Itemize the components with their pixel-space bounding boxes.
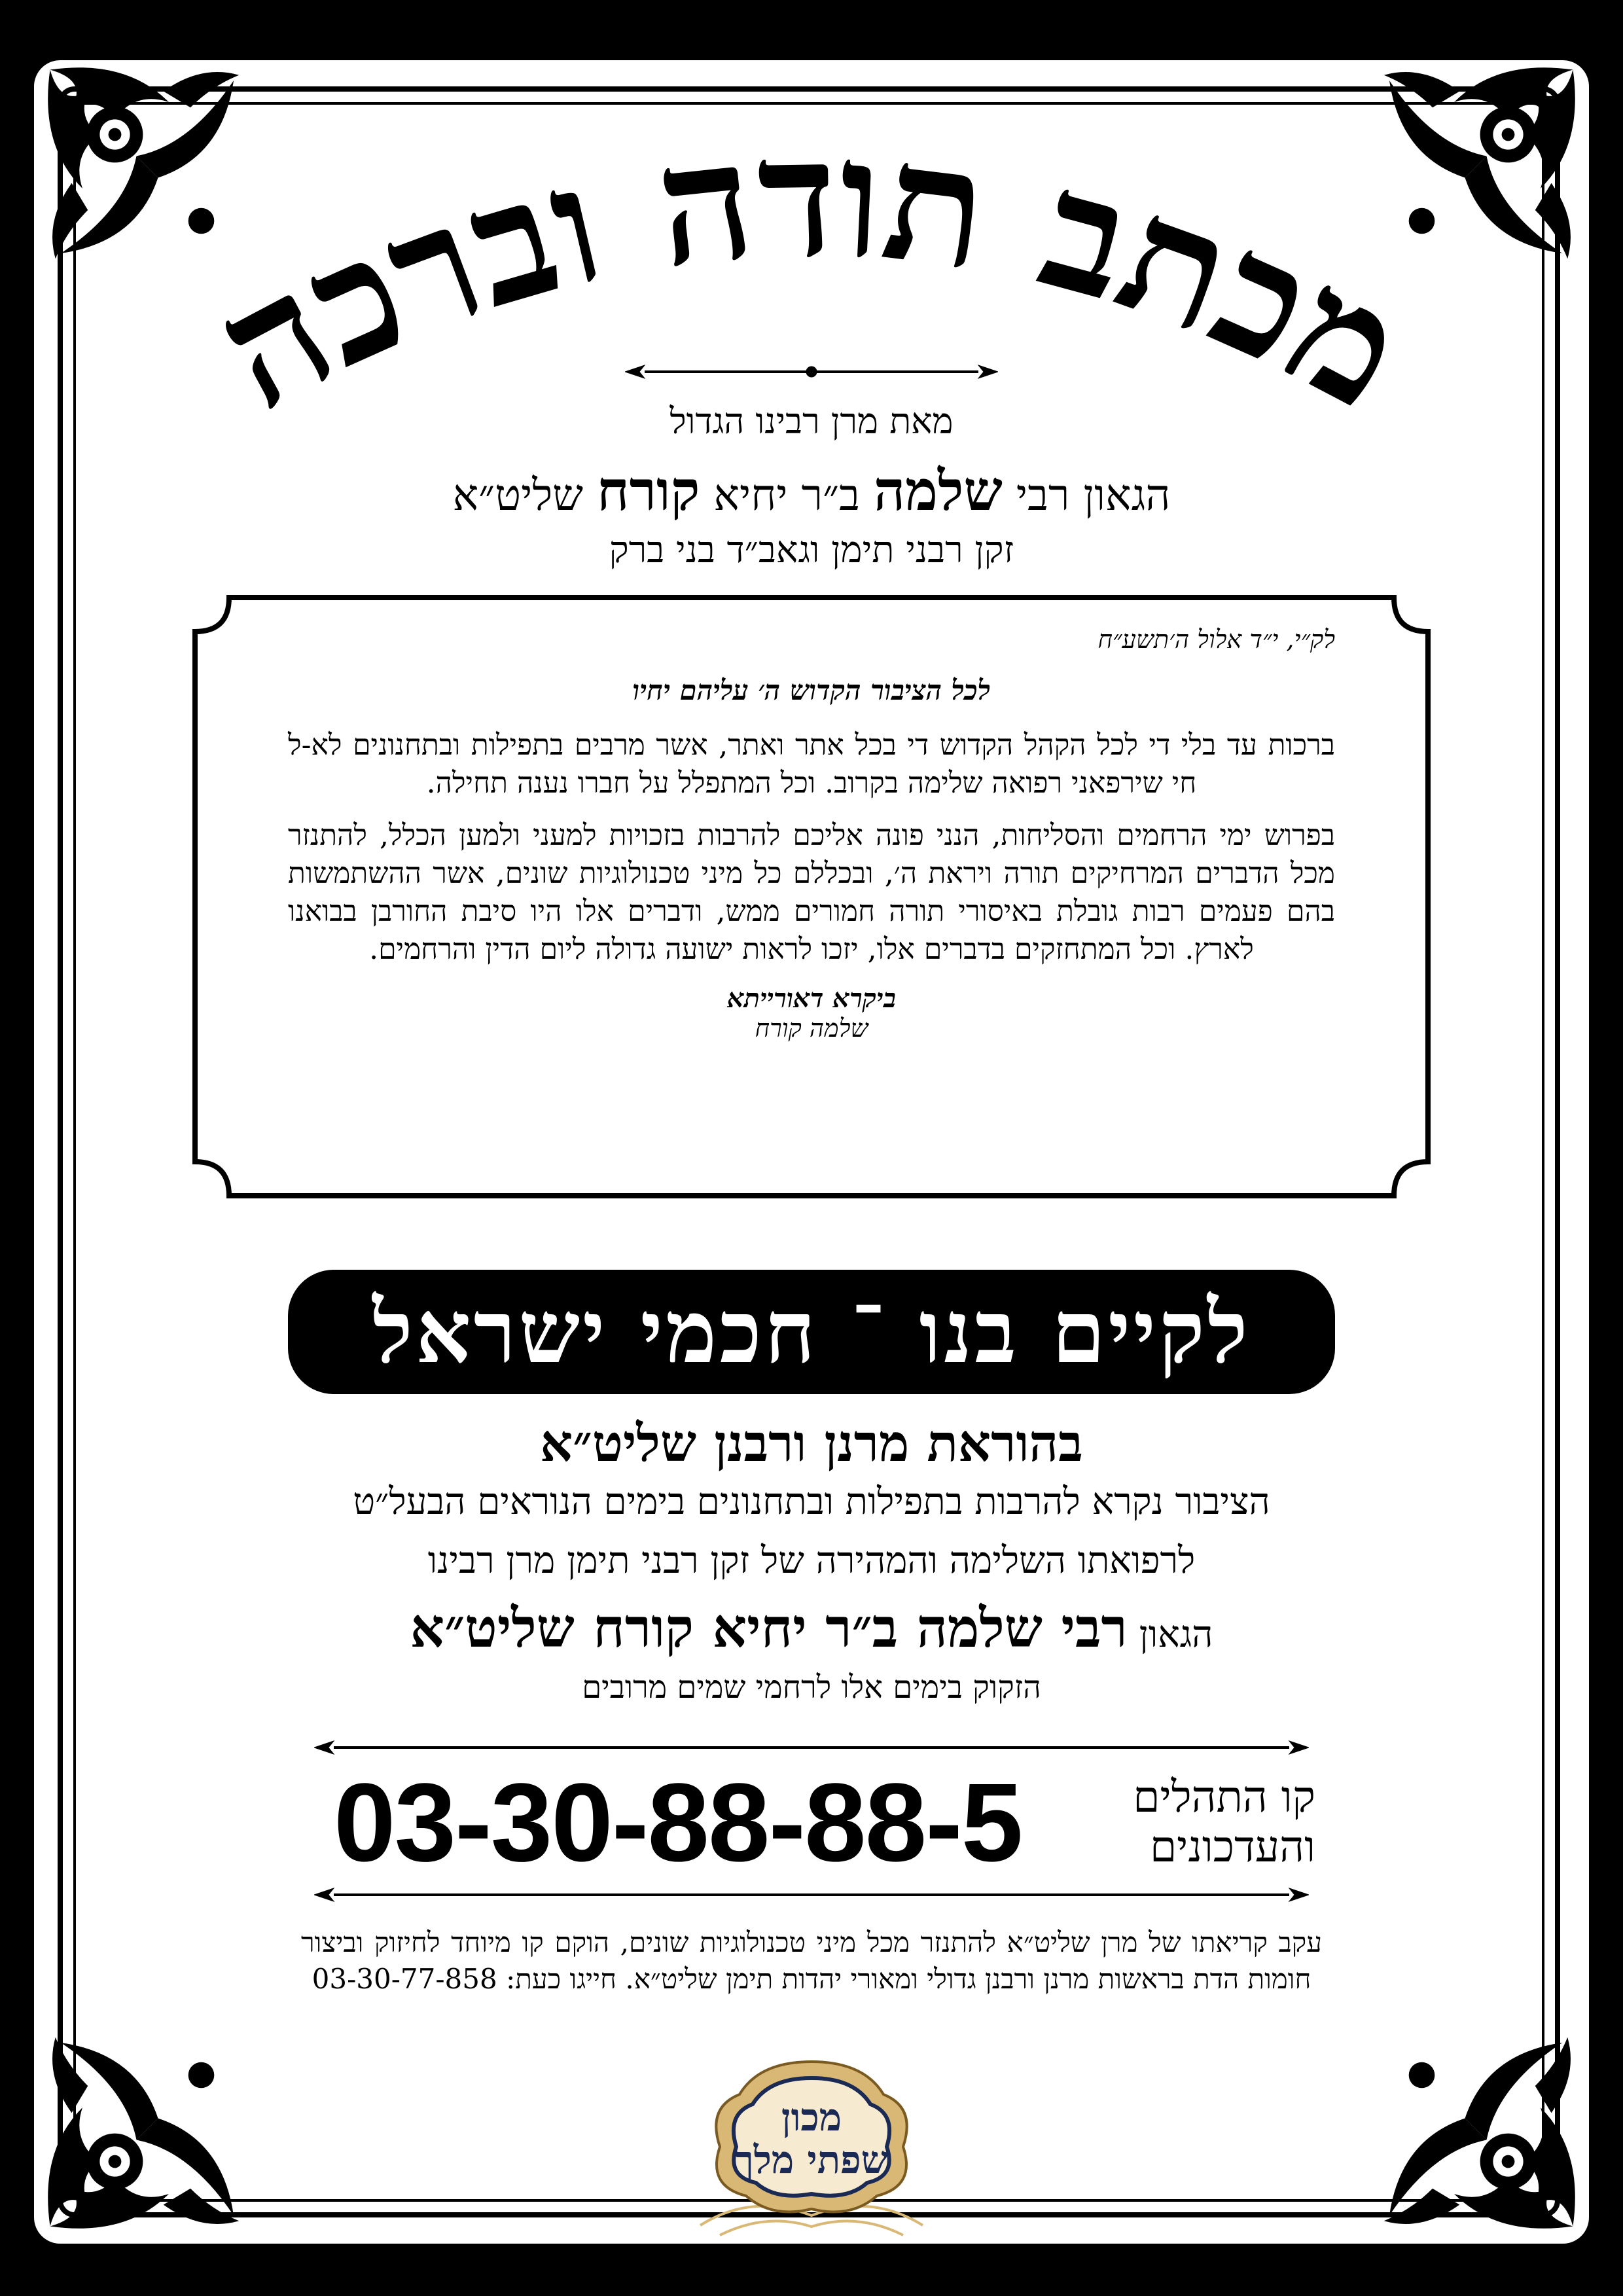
instruction-line2: הציבור נקרא להרבות בתפילות ובתחנונים בימים הנוראים הבעל״ט xyxy=(353,1480,1270,1523)
header-line3: זקן רבני תימן וגאב״ד בני ברק xyxy=(609,529,1014,571)
letter-signoff: ביקרא דאורייתא xyxy=(727,983,896,1014)
top-divider xyxy=(625,359,998,385)
phone-divider-top xyxy=(314,1734,1309,1761)
instruction-line3: לרפואתו השלימה והמהירה של זקן רבני תימן מרן רבינו xyxy=(427,1539,1196,1582)
header-name: שלמה xyxy=(873,458,1003,523)
header-line1: מאת מרן רבינו הגדול xyxy=(669,401,954,442)
letter-box xyxy=(190,592,1433,1201)
header-mid: ב״ר יחיא xyxy=(713,470,860,520)
header-post: שליט״א xyxy=(452,470,584,520)
phone-label-line2: והעדכונים xyxy=(1149,1821,1315,1872)
phone-label xyxy=(1133,1772,1315,1872)
arched-title xyxy=(131,111,1492,517)
phone-number[interactable]: 03-30-88-88-5 xyxy=(334,1761,1022,1885)
footer-number[interactable]: 03-30-77-858 xyxy=(312,1963,497,1995)
corner-ornament-icon xyxy=(1368,2021,1584,2237)
header-pre: הגאון רבי xyxy=(1016,470,1171,520)
letter-paragraph-1: ברכות עד בלי די לכל הקהל הקדוש די בכל אתר ואתר, אשר מרבים בתפילות ובתחנונים לא-ל חי שירפאני רפואה שלימה בקרוב. וכל המתפלל על חברו נענה תחילה. xyxy=(288,728,1335,800)
logo-line1: מכון xyxy=(781,2095,842,2140)
logo-icon xyxy=(687,2049,936,2245)
corner-ornament-icon xyxy=(39,2021,255,2237)
header-line2 xyxy=(0,458,1623,524)
phone-block xyxy=(314,1761,1315,1885)
banner: לקיים בנו ־ חכמי ישראל xyxy=(288,1270,1335,1394)
letter-signature: שלמה קורח xyxy=(755,1014,868,1043)
letter-date: לק״י, י״ד אלול ה׳תשע״ח xyxy=(1097,625,1335,654)
instruction-line4 xyxy=(0,1597,1623,1660)
header-surname: קורח xyxy=(597,458,700,523)
phone-label-line1: קו התהלים xyxy=(1133,1772,1315,1822)
instruction-line5: הזקוק בימים אלו לרחמי שמים מרובים xyxy=(582,1669,1041,1706)
logo-line2: שפתי מלך xyxy=(735,2138,888,2182)
footer-body: עקב קריאתו של מרן שליט״א להתנזר מכל מיני טכנולוגיות שונים, הוקם קו מיוחד לחיזוק וביצור חומות הדת בראשות מרנן ורבנן גדולי ומאורי יהדות תימן שליט״א. חייגו כעת: xyxy=(301,1926,1322,1995)
phone-divider-bottom xyxy=(314,1882,1309,1908)
instruction-line4-main: רבי שלמה ב״ר יחיא קורח שליט״א xyxy=(410,1597,1128,1660)
instruction-line4-pre: הגאון xyxy=(1139,1613,1213,1656)
footer-text xyxy=(301,1924,1322,1998)
title-textpath: מכתב תודה וברכה xyxy=(188,111,1435,446)
letter-content xyxy=(288,625,1335,1043)
letter-paragraph-2: בפרוש ימי הרחמים והסליחות, הנני פונה אליכם להרבות בזכויות למעני ולמען הכלל, להתנזר מכל הדברים המרחיקים תורה ויראת ה׳, ובכללם כל מיני טכנולוגיות שונים, אשר ההשתמשות בהם פעמים רבות גובלת באיסורי תורה חמורים ממש, ודברים אלו היו סיבת החורבן בבואנו לארץ. וכל המתחזקים בדברים אלו, יזכו לראות ישועה גדולה ליום הדין והרחמים. xyxy=(288,819,1335,966)
title-text xyxy=(188,111,1435,446)
instruction-line1: בהוראת מרנן ורבנן שליט״א xyxy=(540,1414,1083,1473)
letter-greeting: לכל הציבור הקדוש ה׳ עליהם יחיו xyxy=(632,674,991,706)
